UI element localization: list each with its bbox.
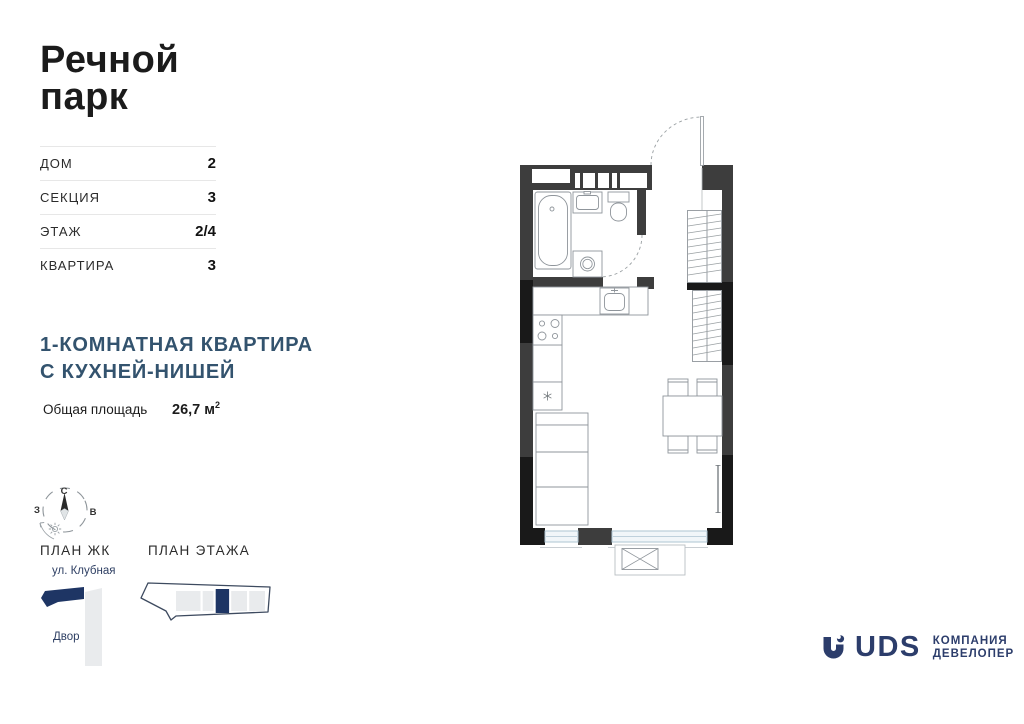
apartment-title-line1: 1-КОМНАТНАЯ КВАРТИРА — [40, 334, 313, 356]
sun-path-arrow-icon — [40, 523, 54, 540]
compass-north-label: С — [60, 486, 68, 497]
developer-tagline-line1: КОМПАНИЯ — [932, 635, 1008, 647]
compass-east-label: В — [89, 507, 97, 518]
kitchen-sink — [600, 288, 629, 314]
bed — [536, 413, 588, 525]
wardrobe-bottom — [693, 291, 722, 362]
wardrobe-top — [688, 211, 722, 283]
info-row-floor — [40, 214, 216, 248]
yard-label: Двор — [53, 631, 80, 643]
bathtub — [535, 192, 571, 269]
compass-needle-icon — [61, 493, 69, 520]
brand-logo-line1: Речной — [40, 39, 180, 81]
radiator — [716, 465, 721, 513]
stove — [533, 315, 562, 345]
highlighted-unit — [216, 589, 229, 613]
washing-machine — [573, 251, 602, 277]
uds-mark-icon — [820, 634, 847, 661]
total-area-label: Общая площадь — [43, 402, 148, 417]
developer-tagline-line2: ДЕВЕЛОПЕР — [932, 647, 1015, 660]
toilet — [608, 192, 629, 221]
info-label: ДОМ — [40, 156, 73, 171]
floor-minimap — [138, 577, 278, 627]
highlighted-building — [41, 587, 84, 607]
brand-logo-line2: парк — [40, 76, 129, 118]
fridge-niche — [533, 382, 562, 410]
info-value: 3 — [207, 257, 216, 274]
brand-logo — [40, 39, 180, 118]
entrance-door — [651, 117, 704, 211]
developer-name: UDS — [855, 631, 921, 663]
street-label: ул. Клубная — [52, 565, 116, 577]
developer-logo — [820, 631, 1015, 663]
floor-plan-drawing — [505, 95, 755, 595]
compass-west-label: З — [34, 505, 40, 516]
apartment-title-line2: С КУХНЕЙ-НИШЕЙ — [40, 361, 236, 383]
ac-unit — [615, 545, 685, 575]
info-label: ЭТАЖ — [40, 224, 82, 239]
apartment-title — [40, 332, 313, 386]
bathroom-sink — [573, 192, 602, 214]
neighbor-building — [85, 588, 102, 666]
info-row-section — [40, 180, 216, 214]
floor-plan-label: ПЛАН ЭТАЖА — [148, 543, 251, 558]
total-area-value: 26,7 $м^2$ — [172, 400, 220, 418]
info-value: 2 — [207, 155, 216, 172]
complex-plan-label: ПЛАН ЖК — [40, 543, 111, 558]
info-row-apartment — [40, 248, 216, 282]
info-value: 2/4 — [195, 223, 216, 240]
developer-tagline — [933, 635, 1014, 660]
info-row-house — [40, 146, 216, 180]
area-sup: 2 — [214, 400, 220, 410]
info-value: 3 — [207, 189, 216, 206]
info-label: КВАРТИРА — [40, 258, 115, 273]
complex-minimap — [30, 582, 110, 672]
bathroom-door-arc — [600, 235, 642, 277]
info-label: СЕКЦИЯ — [40, 190, 100, 205]
dining-set — [663, 379, 722, 453]
apartment-info-table — [40, 146, 216, 282]
